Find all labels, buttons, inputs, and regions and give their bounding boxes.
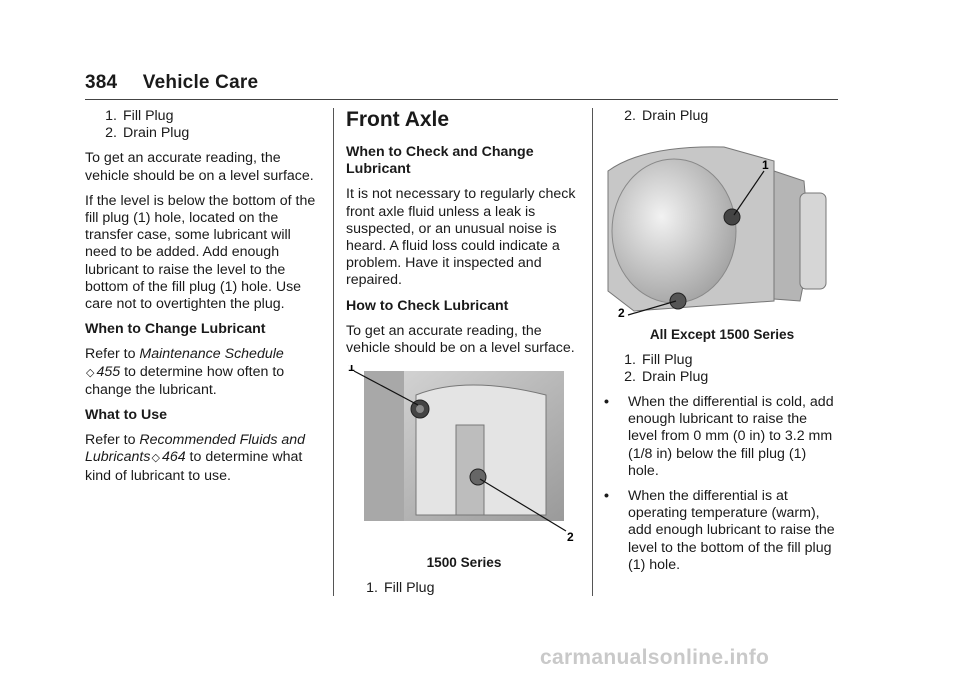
bullet-marker: •	[604, 394, 609, 411]
link-maintenance-schedule[interactable]: Maintenance Schedule	[139, 346, 284, 363]
figure-other-axle	[604, 131, 840, 322]
list-number: 2.	[105, 125, 117, 142]
list-text: Drain Plug	[123, 125, 190, 142]
axle-illustration	[604, 131, 840, 317]
list-item	[604, 369, 840, 386]
bullet-text: When the differential is at operating temperature (warm), add enough lubricant to raise the level to the bottom of the fill plug (1) hole.	[628, 488, 835, 573]
cover	[612, 159, 736, 303]
list-number: 1.	[366, 579, 378, 596]
axle-side	[364, 371, 404, 521]
paragraph: If the level is below the bottom of the fill plug (1) hole, located on the transfer case, some lubricant will need to be added. Add enough lubricant to raise the level to the bottom of the fill plug (1) hole. Use care not to overtighten the plug.	[85, 192, 316, 313]
column-2	[346, 108, 582, 597]
watermark: carmanualsonline.info	[540, 646, 770, 669]
paragraph: To get an accurate reading, the vehicle should be on a level surface.	[346, 322, 575, 357]
drain-plug	[670, 293, 686, 309]
figure-1500-axle	[346, 365, 582, 550]
page-header	[85, 72, 258, 94]
section-title: Vehicle Care	[142, 72, 259, 93]
section-heading: Front Axle	[346, 108, 450, 131]
paragraph: To get an accurate reading, the vehicle should be on a level surface.	[85, 150, 314, 184]
axle-illustration	[346, 365, 582, 545]
figure-caption: 1500 Series	[426, 555, 502, 571]
paragraph: It is not necessary to regularly check front axle fluid unless a leak is suspected, or an unusual noise is heard. A fluid loss could indicate a problem. Have it inspected and repaired.	[346, 186, 576, 289]
list-text: Drain Plug	[642, 108, 709, 124]
list-text: Fill Plug	[123, 108, 174, 124]
page-ref[interactable]: 464	[161, 449, 186, 466]
drain-plug	[470, 469, 486, 485]
fill-plug	[724, 209, 740, 225]
page-ref-icon: ◇	[151, 452, 160, 465]
list-text: Fill Plug	[384, 579, 435, 596]
column-1	[85, 108, 321, 493]
bullet-marker: •	[604, 488, 609, 505]
header-rule	[85, 99, 838, 100]
list-number: 2.	[624, 368, 636, 385]
column-divider	[592, 108, 593, 596]
heading: When to Check and Change Lubricant	[346, 144, 534, 178]
list-item	[85, 125, 321, 142]
callout-1: 1	[348, 365, 355, 375]
page-number: 384	[85, 72, 118, 93]
bullet-item	[604, 394, 840, 480]
column-3	[604, 108, 840, 582]
paragraph: Refer to Recommended Fluids and Lubricants◇ 464 to determine what kind of lubricant to use.	[85, 432, 306, 484]
callout-1: 1	[762, 158, 769, 173]
heading: How to Check Lubricant	[346, 297, 509, 314]
list-item	[85, 108, 321, 125]
link-recommended-fluids[interactable]: Recommended Fluids and Lubricants	[85, 432, 306, 466]
bullet-text: When the differential is cold, add enough lubricant to raise the level from 0 mm (0 in) to 3.2 mm (1/8 in) below the fill plug (1) hole.	[628, 394, 834, 479]
list-item	[604, 352, 840, 369]
list-number: 2.	[624, 108, 636, 124]
heading: What to Use	[85, 407, 167, 424]
page-ref-icon: ◇	[86, 366, 95, 379]
list-text: Fill Plug	[642, 351, 693, 368]
list-item	[346, 580, 582, 597]
axle-flange	[800, 193, 826, 289]
callout-2: 2	[618, 306, 625, 318]
bullet-item	[604, 488, 840, 574]
list-text: Drain Plug	[642, 368, 709, 385]
list-item	[604, 108, 840, 125]
list-number: 1.	[105, 108, 117, 124]
column-divider	[333, 108, 334, 596]
list-number: 1.	[624, 351, 636, 368]
paragraph: Refer to Maintenance Schedule ◇ 455 to determine how often to change the lubricant.	[85, 346, 285, 398]
page-ref[interactable]: 455	[96, 363, 121, 380]
figure-caption: All Except 1500 Series	[649, 327, 795, 343]
callout-2: 2	[567, 530, 574, 545]
heading: When to Change Lubricant	[85, 321, 266, 338]
